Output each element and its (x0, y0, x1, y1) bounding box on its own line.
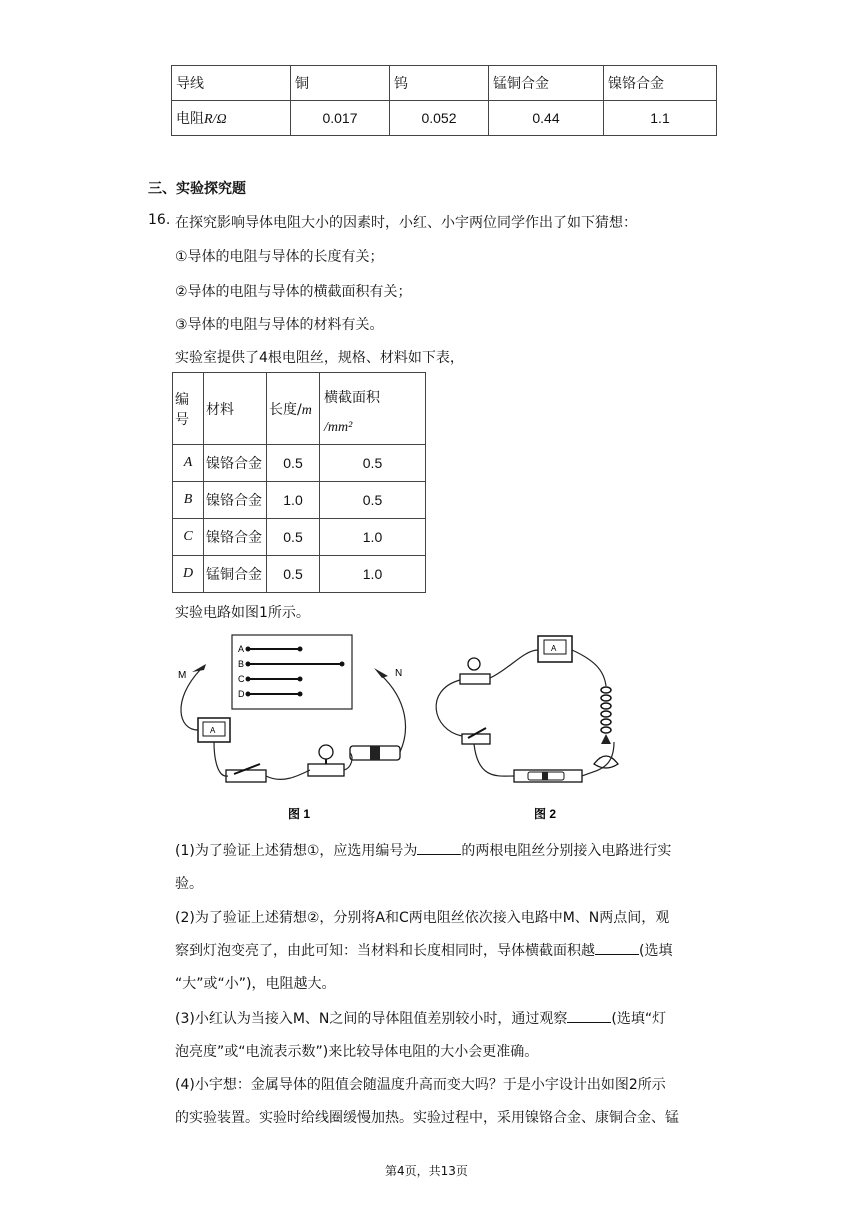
part-1-line-1: (1)为了验证上述猜想①，应选用编号为 的两根电阻丝分别接入电路进行实 (175, 843, 672, 859)
header-material: 材料 (204, 373, 267, 445)
circuit-intro: 实验电路如图1所示。 (175, 605, 310, 621)
wire-id: C (173, 519, 204, 556)
header-area: 横截面积 /mm² (320, 373, 426, 445)
question-number: 16. (148, 212, 171, 228)
wire-id: A (173, 445, 204, 482)
header-cell: 钨 (390, 66, 489, 101)
part-1-line-2: 验。 (175, 876, 203, 892)
header-cell: 镍铬合金 (604, 66, 717, 101)
hypothesis-1: ①导体的电阻与导体的长度有关； (175, 249, 384, 265)
switch-icon (226, 764, 266, 782)
wire-length: 0.5 (267, 556, 320, 593)
wire-board (232, 635, 352, 709)
wire-material: 镍铬合金 (204, 482, 267, 519)
ammeter-icon (538, 636, 572, 662)
figure-2-caption: 图 2 (534, 807, 557, 821)
switch-icon (462, 728, 490, 744)
header-cell: 锰铜合金 (489, 66, 604, 101)
part-2-line-3: “大”或“小”)，电阻越大。 (175, 976, 336, 992)
value-cell: 0.017 (291, 101, 390, 136)
row-label: 电阻R/Ω (172, 101, 291, 136)
wire-area: 1.0 (320, 556, 426, 593)
wire-material: 镍铬合金 (204, 519, 267, 556)
svg-text:A: A (551, 644, 557, 653)
wire-label-d: D (238, 689, 245, 699)
svg-text:A: A (210, 726, 216, 735)
part-2-line-1: (2)为了验证上述猜想②，分别将A和C两电阻丝依次接入电路中M、N两点间，观 (175, 910, 670, 926)
wire-material: 镍铬合金 (204, 445, 267, 482)
page-footer: 第4页，共13页 (385, 1164, 468, 1178)
wire-length: 0.5 (267, 445, 320, 482)
answer-blank[interactable] (595, 942, 639, 955)
value-cell: 0.052 (390, 101, 489, 136)
wire-id: B (173, 482, 204, 519)
wire-material: 锰铜合金 (204, 556, 267, 593)
header-cell: 导线 (172, 66, 291, 101)
wire-label-c: C (238, 674, 245, 684)
section-title: 三、实验探究题 (148, 181, 246, 197)
label-n: N (395, 668, 403, 679)
answer-blank[interactable] (567, 1010, 611, 1023)
bulb-icon (308, 745, 344, 776)
ammeter-icon (198, 718, 230, 742)
wire-length: 0.5 (267, 519, 320, 556)
part-3-line-1: (3)小红认为当接入M、N之间的导体阻值差别较小时，通过观察 (选填“灯 (175, 1011, 667, 1027)
header-length: 长度/m (267, 373, 320, 445)
connecting-wires (436, 650, 614, 776)
wire-area: 0.5 (320, 482, 426, 519)
wire-area: 0.5 (320, 445, 426, 482)
value-cell: 1.1 (604, 101, 717, 136)
wire-id: D (173, 556, 204, 593)
coil-icon (601, 687, 611, 733)
figure-1-caption: 图 1 (288, 807, 311, 821)
figure-1-circuit (170, 630, 430, 830)
battery-icon (514, 770, 582, 782)
battery-icon (350, 746, 400, 760)
answer-blank[interactable] (417, 842, 461, 855)
part-3-line-2: 泡亮度”或“电流表示数”)来比较导体电阻的大小会更准确。 (175, 1044, 539, 1060)
wire-label-a: A (238, 644, 245, 654)
figure-2-apparatus (428, 630, 638, 830)
hypothesis-3: ③导体的电阻与导体的材料有关。 (175, 317, 384, 333)
table-intro: 实验室提供了4根电阻丝，规格、材料如下表， (175, 350, 464, 366)
part-4-line-1: (4)小宇想：金属导体的阻值会随温度升高而变大吗？于是小宇设计出如图2所示 (175, 1077, 666, 1093)
wire-length: 1.0 (267, 482, 320, 519)
header-id: 编号 (173, 373, 204, 445)
header-cell: 铜 (291, 66, 390, 101)
wire-area: 1.0 (320, 519, 426, 556)
label-m: M (178, 670, 187, 681)
part-2-line-2: 察到灯泡变亮了，由此可知：当材料和长度相同时，导体横截面积越 (选填 (175, 943, 673, 959)
part-4-line-2: 的实验装置。实验时给线圈缓慢加热。实验过程中，采用镍铬合金、康铜合金、锰 (175, 1110, 679, 1126)
wire-label-b: B (238, 659, 245, 669)
bulb-icon (460, 658, 490, 684)
clip-n-icon (374, 668, 388, 678)
hypothesis-2: ②导体的电阻与导体的横截面积有关； (175, 284, 412, 300)
value-cell: 0.44 (489, 101, 604, 136)
question-intro: 在探究影响导体电阻大小的因素时，小红、小宇两位同学作出了如下猜想： (175, 215, 637, 231)
resistance-table (171, 65, 717, 136)
wire-spec-table (172, 372, 426, 593)
alcohol-lamp-icon (594, 734, 618, 768)
